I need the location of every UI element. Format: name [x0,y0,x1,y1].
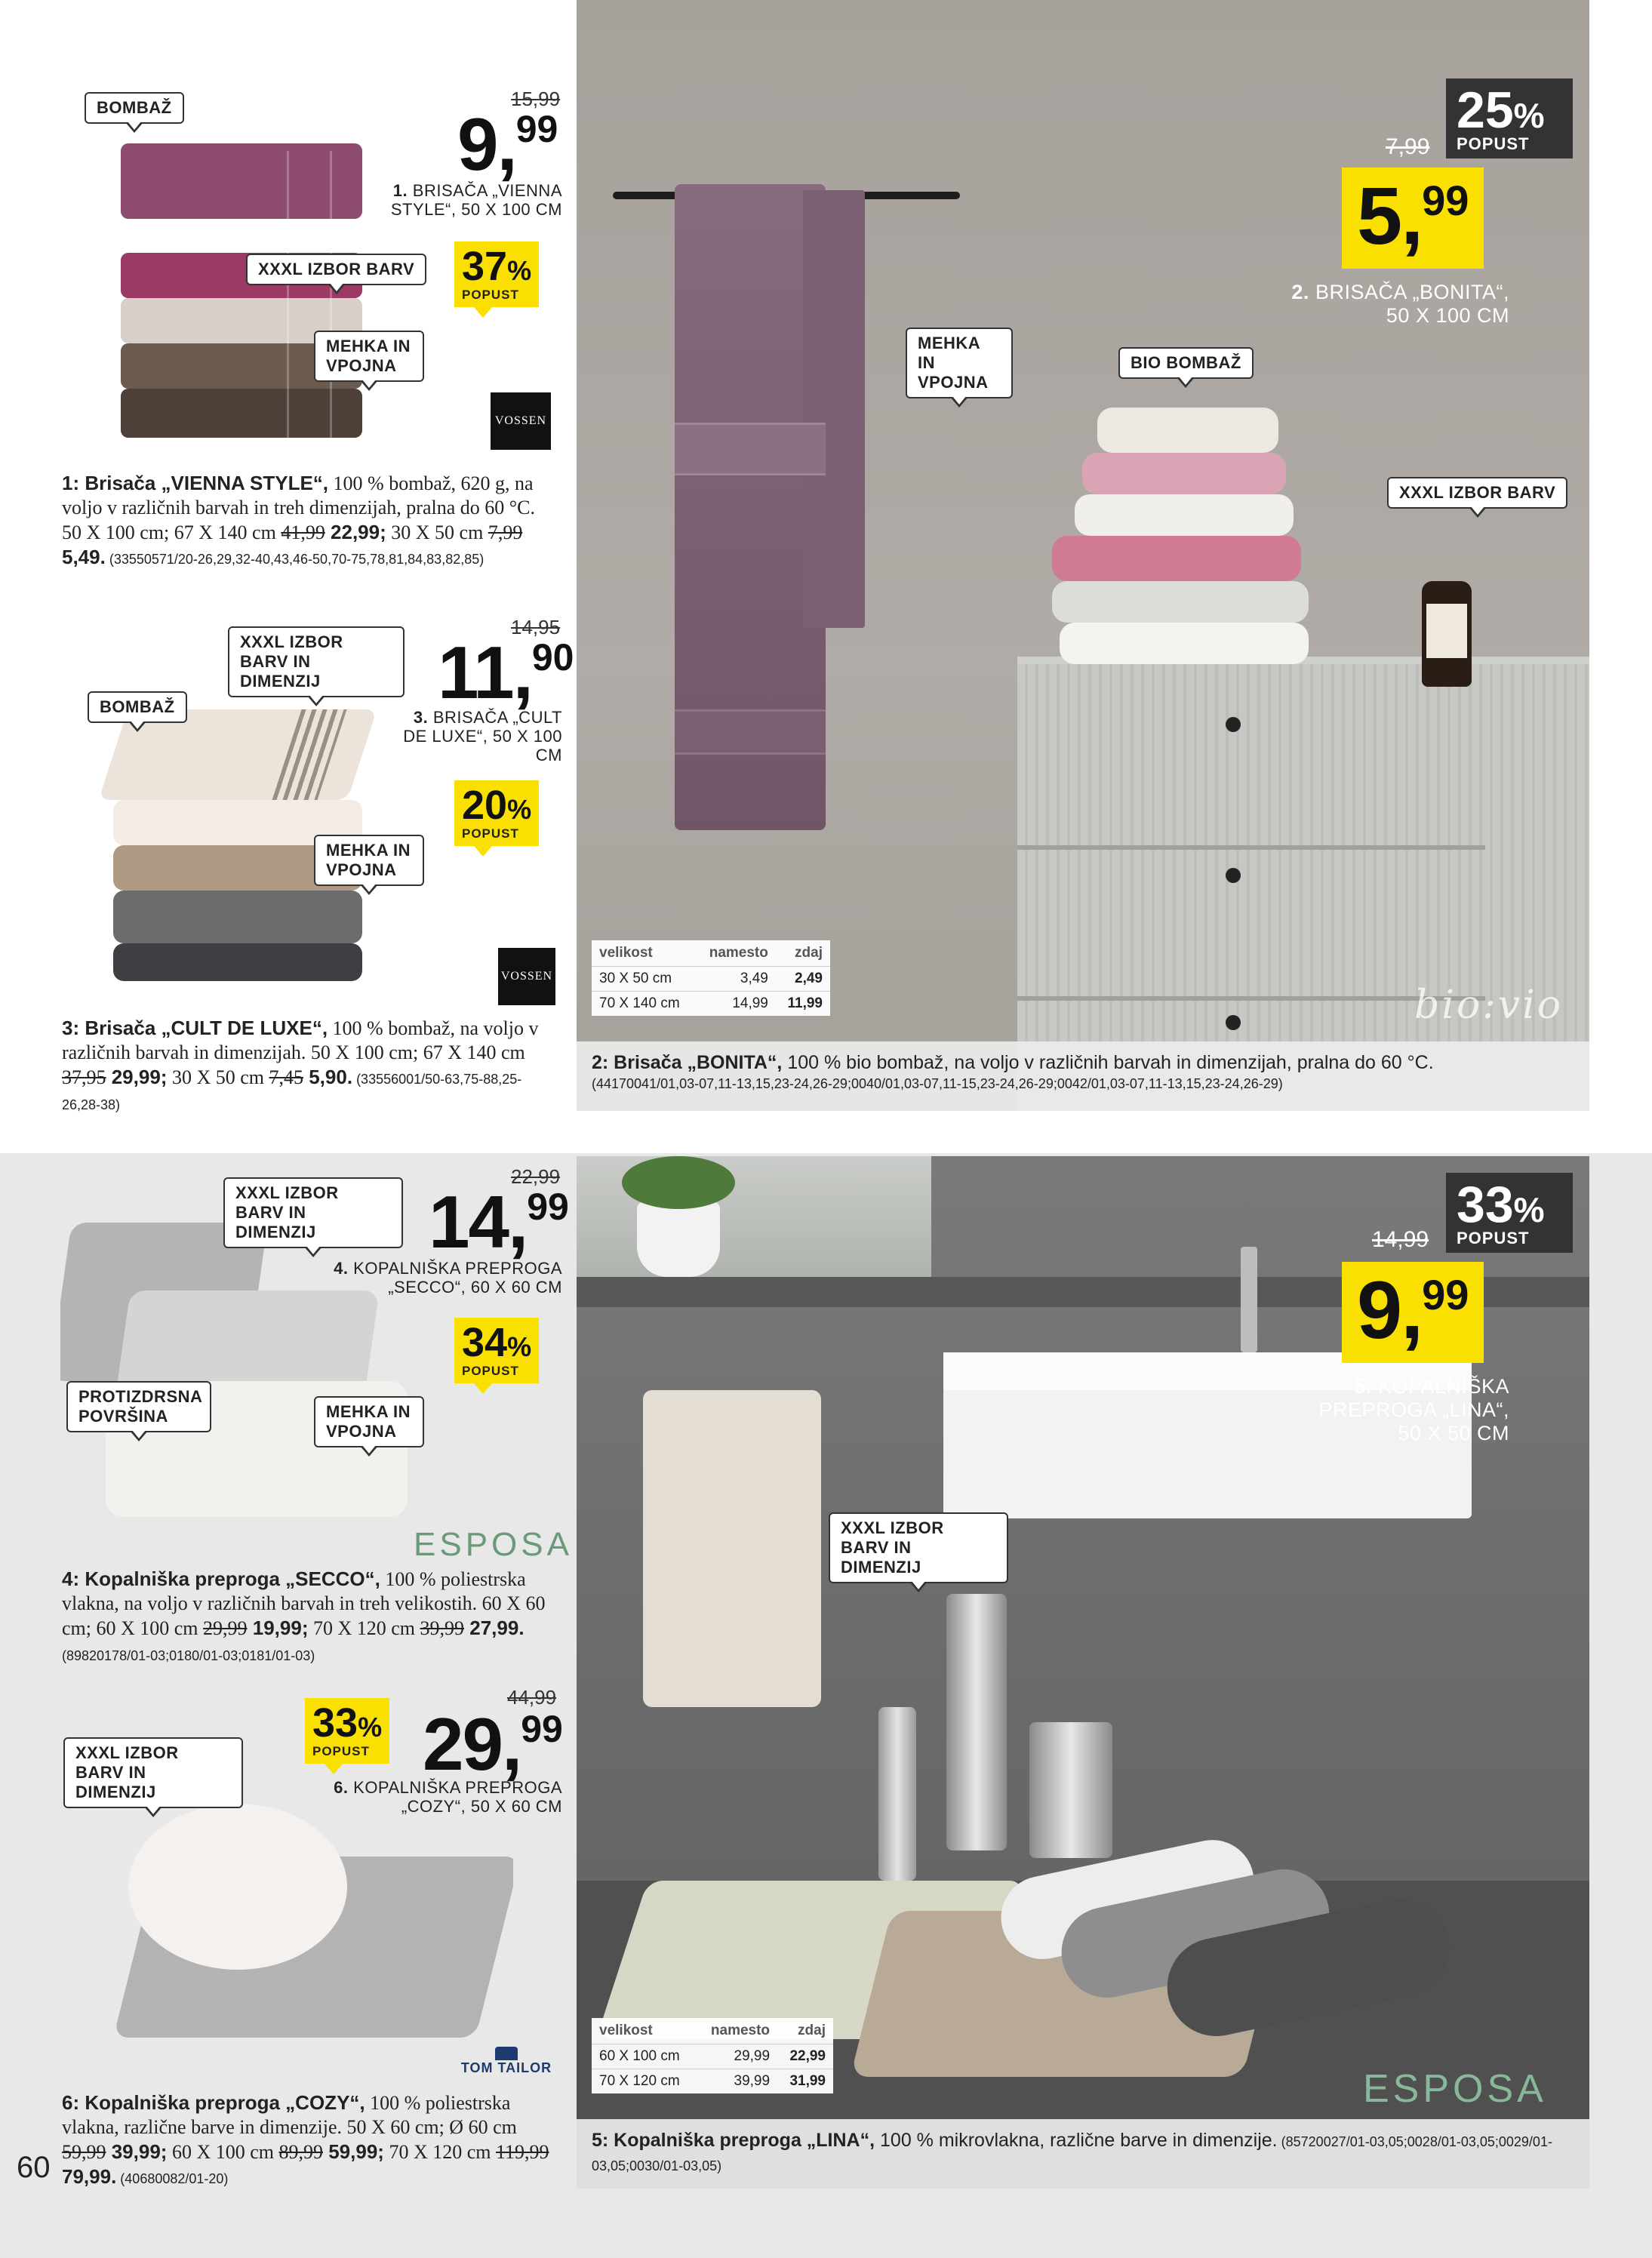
product2-name-text: BRISAČA „BONITA“, 50 X 100 CM [1315,281,1509,327]
product3-tag-colors [228,626,405,697]
product4-name [317,1259,562,1297]
product6-desc-title: 6: Kopalniška preproga „COZY“, [62,2091,365,2114]
product4-price-main: 14, [429,1180,528,1263]
product3-price-main: 11, [438,631,532,714]
table-cell: 11,99 [776,992,830,1017]
product5-price-cents: 99 [1422,1271,1469,1318]
product6-brand-logo [450,2047,563,2076]
product6-brand-text: TOM TAILOR [460,2060,552,2075]
product3-brand-logo: VOSSEN [498,948,555,1005]
table-cell: 70 X 140 cm [592,992,695,1017]
product6-tag-colors-text: XXXL IZBOR BARV IN DIMENZIJ [75,1743,179,1801]
product2-tag-soft-text: MEHKA IN VPOJNA [918,334,989,392]
product4-description: 4: Kopalniška preproga „SECCO“, 100 % poliestrska vlakna, na voljo v različnih barvah in treh velikostih. 60 X 60 cm; 60 X 100 cm 29,99 19,99; 70 X 120 cm 39,99 27,99. (89820178/01-03;0180/01-03;0181/01-03) [62,1567,546,1663]
table-cell: 2,49 [776,967,830,992]
product3-tag-soft-text: MEHKA IN VPOJNA [326,841,411,879]
toilet-brush [878,1707,916,1881]
table-header: velikost [599,945,653,961]
product3-old-price: 14,95 [511,616,561,638]
product3-description: 3: Brisača „CULT DE LUXE“, 100 % bombaž, na voljo v različnih barvah in dimenzijah. 50 X 100 cm; 67 X 140 cm 37,95 29,99; 30 X 50 cm 7,45 5,90. (33556001/50-63,75-88,25-26,28-38) [62,1017,539,1112]
product2-tag-bio: BIO BOMBAŽ [1118,347,1254,379]
product3-code: (33556001/50-63,75-88,25-26,28-38) [62,1072,522,1112]
table-header: namesto [709,945,768,961]
product6-price [423,1703,563,1786]
product1-name-num: 1. [392,181,408,200]
product1-price-cents: 99 [515,108,558,150]
product4-desc-title: 4: Kopalniška preproga „SECCO“, [62,1567,380,1590]
product1-name-text: BRISAČA „VIENNA STYLE“, 50 X 100 CM [390,181,562,219]
product1-old-price: 15,99 [511,88,561,110]
product6-old-price: 44,99 [507,1686,557,1709]
bin-tall [946,1594,1007,1850]
table-cell: 60 X 100 cm [592,2044,697,2069]
product4-old-price: 22,99 [511,1165,561,1188]
table-cell: 3,49 [695,967,775,992]
product6-tag-colors [63,1737,243,1808]
product2-tag-soft [906,328,1013,398]
table-header-row [592,940,830,967]
product3-tag-material: BOMBAŽ [88,691,187,723]
product3-price [438,631,574,714]
table-cell: 39,99 [697,2069,777,2094]
table-cell: 22,99 [777,2044,833,2069]
product1-tag-soft [314,331,424,382]
product5-discount-badge [1446,1173,1573,1253]
product4-tag-soft-text: MEHKA IN VPOJNA [326,1402,411,1441]
table-header-row [592,2018,833,2044]
product3-discount-pct: 20% [462,783,532,828]
product2-size-table [592,940,830,1016]
product2-brand-watermark: bio:vio [1414,983,1564,1028]
table-header: zdaj [798,2023,826,2038]
product5-price [1342,1262,1484,1363]
table-cell: 30 X 50 cm [592,967,695,992]
table-header: velikost [599,2023,653,2038]
product6-image [106,1804,513,2045]
product4-code: (89820178/01-03;0180/01-03;0181/01-03) [62,1648,315,1663]
product4-tag-soft [314,1396,424,1447]
product5-badge-label: POPUST [1457,1229,1530,1247]
product5-brand-logo: ESPOSA [1363,2067,1547,2111]
product1-discount-label: POPUST [462,288,519,302]
towel-stack [1052,408,1316,664]
product4-discount-label: POPUST [462,1364,519,1378]
product3-tag-soft [314,835,424,886]
product5-old-price: 14,99 [1372,1227,1429,1252]
table-row [592,967,830,992]
product4-tag-colors [223,1177,403,1248]
product3-name-num: 3. [413,708,429,727]
product2-name-num: 2. [1291,281,1309,303]
product1-price-main: 9, [457,103,516,186]
plant [637,1201,720,1277]
product2-caption: 2: Brisača „BONITA“, 100 % bio bombaž, na voljo v različnih barvah in dimenzijah, pralna do 60 °C. (44170041/01,03-07,11-13,15,23-24,26-29;0040/01,03-07,11-15,23-24,26-29;0042/01,03-07,11-13,15,23-24,26-29) [577,1041,1589,1111]
product6-name-text: KOPALNIŠKA PREPROGA „COZY“, 50 X 60 CM [353,1778,562,1816]
table-row [592,2044,833,2069]
product5-caption-title: 5: Kopalniška preproga „LINA“, [592,2130,875,2151]
table-cell: 14,99 [695,992,775,1017]
product1-price [457,103,558,186]
product4-discount-pct: 34% [462,1320,532,1365]
table-cell: 70 X 120 cm [592,2069,697,2094]
product2-badge-pct: 25% [1457,82,1545,139]
product6-price-cents: 99 [521,1708,563,1750]
product6-discount [305,1698,389,1764]
product4-price [429,1180,569,1263]
product4-name-text: KOPALNIŠKA PREPROGA „SECCO“, 60 X 60 CM [353,1259,562,1297]
product4-name-num: 4. [334,1259,349,1278]
product5-caption: 5: Kopalniška preproga „LINA“, 100 % mikrovlakna, različne barve in dimenzije. (85720027/01-03,05;0028/01-03,05;0029/01-03,05;0030/01-03,05) [577,2119,1589,2189]
product5-badge-pct: 33% [1457,1176,1545,1233]
product4-brand-logo: ESPOSA [414,1526,573,1563]
product3-name [400,708,562,764]
product1-tag-material: BOMBAŽ [85,92,184,124]
product5-name-text: KOPALNIŠKA PREPROGA „LINA“, 50 X 50 CM [1318,1375,1509,1444]
product3-name-text: BRISAČA „CULT DE LUXE“, 50 X 100 CM [403,708,562,764]
product6-name [317,1778,562,1816]
product4-tag-antislip-text: PROTIZDRSNA POVRŠINA [78,1387,202,1426]
table-cell: 31,99 [777,2069,833,2094]
product6-description: 6: Kopalniška preproga „COZY“, 100 % poliestrska vlakna, različne barve in dimenzije. 50 X 60 cm; Ø 60 cm 59,99 39,99; 60 X 100 cm 89,99 59,99; 70 X 120 cm 119,99 79,99. (40680082/01-20) [62,2091,549,2188]
product3-discount-label: POPUST [462,826,519,841]
bin-small [1029,1722,1112,1858]
product4-discount [454,1318,539,1383]
table-row [592,2069,833,2094]
product1-code: (33550571/20-26,29,32-40,43,46-50,70-75,78,81,84,83,82,85) [105,552,485,567]
product5-price-main: 9, [1357,1264,1423,1355]
product4-price-cents: 99 [527,1186,569,1228]
product6-discount-label: POPUST [312,1744,370,1758]
product4-tag-colors-text: XXXL IZBOR BARV IN DIMENZIJ [235,1183,339,1241]
product5-tag-colors-text: XXXL IZBOR BARV IN DIMENZIJ [841,1518,944,1577]
table-cell: 29,99 [697,2044,777,2069]
product2-old-price: 7,99 [1386,134,1430,159]
product3-price-cents: 90 [531,636,574,678]
product4-image [60,1207,408,1524]
product6-price-main: 29, [423,1703,521,1786]
wall-mat [643,1390,821,1707]
product1-brand-logo: VOSSEN [491,392,551,450]
product1-discount [454,241,539,307]
table-header: namesto [710,2023,771,2038]
product2-caption-title: 2: Brisača „BONITA“, [592,1052,783,1073]
product5-size-table [592,2018,833,2093]
product5-name-num: 5. [1354,1375,1372,1398]
product6-discount-pct: 33% [312,1700,383,1746]
product2-name [1275,281,1509,328]
product1-tag-soft-text: MEHKA IN VPOJNA [326,337,411,375]
product1-discount-pct: 37% [462,244,532,289]
product2-discount-badge [1446,78,1573,158]
product6-name-num: 6. [334,1778,349,1797]
table-header: zdaj [795,945,823,961]
page-number: 60 [17,2151,51,2184]
product1-tag-colors: XXXL IZBOR BARV [246,254,426,285]
tom-tailor-icon [495,2047,518,2060]
product2-caption-code: (44170041/01,03-07,11-13,15,23-24,26-29;0040/01,03-07,11-15,23-24,26-29;0042/01,03-07,11-13,15,23-24,26-29) [592,1076,1283,1091]
product2-price [1342,168,1484,269]
product2-price-cents: 99 [1422,177,1469,224]
product1-name [385,181,562,219]
product5-caption-code: (85720027/01-03,05;0028/01-03,05;0029/01-03,05;0030/01-03,05) [592,2134,1552,2173]
product6-code: (40680082/01-20) [116,2171,229,2186]
table-row [592,992,830,1017]
product1-description: 1: Brisača „VIENNA STYLE“, 100 % bombaž, 620 g, na voljo v različnih barvah in treh dimenzijah, pralna do 60 °C. 50 X 100 cm; 67 X 140 cm 41,99 22,99; 30 X 50 cm 7,99 5,49. (33550571/20-26,29,32-40,43,46-50,70-75,78,81,84,83,82,85) [62,472,535,568]
faucet [1241,1247,1257,1352]
product5-tag-colors [829,1512,1008,1583]
product3-discount [454,780,539,846]
product5-name [1291,1375,1509,1445]
product2-badge-label: POPUST [1457,134,1530,153]
product2-tag-colors: XXXL IZBOR BARV [1387,477,1567,509]
product3-desc-title: 3: Brisača „CULT DE LUXE“, [62,1017,328,1039]
product4-tag-antislip [66,1381,211,1432]
product2-price-main: 5, [1357,170,1423,261]
product3-tag-colors-text: XXXL IZBOR BARV IN DIMENZIJ [240,632,343,691]
product1-desc-title: 1: Brisača „VIENNA STYLE“, [62,472,329,494]
